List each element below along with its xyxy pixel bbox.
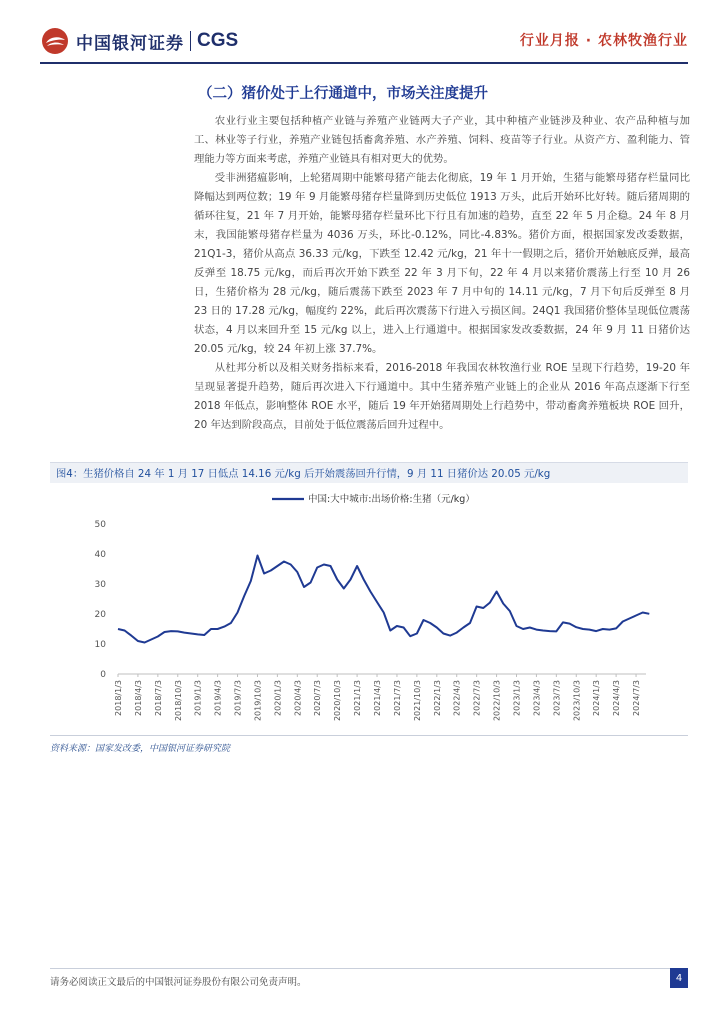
x-tick-label: 2023/4/3 <box>532 680 542 716</box>
x-tick-label: 2020/10/3 <box>333 680 343 722</box>
paragraph-2: 受非洲猪瘟影响，上轮猪周期中能繁母猪产能去化彻底，19 年 1 月开始，生猪与能繁母猪存栏量同比降幅达到两位数；19 年 9 月能繁母猪存栏量降到历史低位 1913 万头，此后开始环比好转。随后猪周期的循环往复，21 年 7 月开始，能繁母猪存栏量环比下行且有加速的趋势，直至 22 年 5 月企稳。24 年 8 月末，我国能繁母猪存栏量为 4036 万头，环比-0.12%，同比-4.83%。猪价方面，根据国家发改委数据，21Q1-3，猪价从高点 36.33 元/kg，下跌至 12.42 元/kg，21 年十一假期之后，猪价开始触底反弹，最高反弹至 18.75 元/kg，而后再次开始下跌至 22 年 3 月下旬，22 年 4 月以来猪价震荡上行至 10 月 26 日，生猪价格为 28 元/kg，随后震荡下跌至 2023 年 7 月中旬的 14.11 元/kg，7 月下旬后反弹至 8 月 23 日的 17.28 元/kg，幅度约 22%，此后再次震荡下行进入亏损区间。24Q1 我国猪价整体呈现低位震荡状态，4 月以来回升至 15 元/kg 以上，进入上行通道中。根据国家发改委数据，24 年 9 月 11 日猪价达 20.05 元/kg，较 24 年初上涨 37.7%。 <box>194 172 690 355</box>
y-tick-label: 10 <box>94 640 106 650</box>
x-tick-label: 2019/1/3 <box>193 680 203 716</box>
x-tick-label: 2024/1/3 <box>592 680 602 716</box>
x-tick-label: 2024/7/3 <box>632 680 642 716</box>
cgs-logo-icon <box>40 26 70 56</box>
y-tick-label: 30 <box>94 580 106 590</box>
x-tick-label: 2022/1/3 <box>432 680 442 716</box>
x-tick-label: 2024/4/3 <box>612 680 622 716</box>
x-tick-label: 2023/1/3 <box>512 680 522 716</box>
y-tick-label: 20 <box>94 610 106 620</box>
paragraph-1: 农业行业主要包括种植产业链与养殖产业链两大子产业，其中种植产业链涉及种业、农产品种植与加工、林业等子行业，养殖产业链包括畜禽养殖、水产养殖、饲料、疫苗等子行业。从资产方、盈利能力、管理能力等方面来考虑，养殖产业链具有相对更大的优势。 <box>194 115 690 165</box>
y-tick-label: 40 <box>94 550 106 560</box>
x-tick-label: 2023/10/3 <box>572 680 582 722</box>
x-tick-label: 2021/4/3 <box>373 680 383 716</box>
x-tick-label: 2020/7/3 <box>313 680 323 716</box>
x-tick-label: 2018/7/3 <box>153 680 163 716</box>
page-number: 4 <box>670 968 688 988</box>
x-tick-label: 2021/10/3 <box>412 680 422 722</box>
body-text <box>194 112 690 435</box>
logo-en-text: CGS <box>197 30 239 51</box>
series-line-pig-price <box>118 556 649 643</box>
x-tick-label: 2019/4/3 <box>213 680 223 716</box>
x-tick-label: 2018/4/3 <box>133 680 143 716</box>
x-tick-label: 2022/10/3 <box>492 680 502 722</box>
x-tick-label: 2020/1/3 <box>273 680 283 716</box>
x-tick-label: 2019/7/3 <box>233 680 243 716</box>
company-logo <box>40 24 238 58</box>
x-tick-label: 2018/10/3 <box>173 680 183 722</box>
x-tick-label: 2023/7/3 <box>552 680 562 716</box>
x-tick-label: 2021/7/3 <box>392 680 402 716</box>
footer-disclaimer: 请务必阅读正文最后的中国银河证券股份有限公司免责声明。 <box>50 977 307 988</box>
footer-divider <box>50 968 688 969</box>
y-tick-label: 0 <box>100 670 106 680</box>
source-divider <box>50 735 688 736</box>
figure-caption: 图4：生猪价格自 24 年 1 月 17 日低点 14.16 元/kg 后开始震荡回升行情，9 月 11 日猪价达 20.05 元/kg <box>56 468 551 480</box>
x-tick-label: 2021/1/3 <box>353 680 363 716</box>
figure-source: 资料来源：国家发改委，中国银河证券研究院 <box>50 744 231 754</box>
logo-cn-text: 中国银河证券 <box>76 33 184 54</box>
y-tick-label: 50 <box>94 520 106 530</box>
paragraph-3: 从杜邦分析以及相关财务指标来看，2016-2018 年我国农林牧渔行业 ROE 呈现下行趋势，19-20 年呈现显著提升趋势，随后再次进入下行通道中。其中生猪养殖产业链上的企业从 2016 年高点逐渐下行至 2018 年低点，影响整体 ROE 水平，随后 19 年开始猪周期处上行趋势中，带动畜禽养殖板块 ROE 回升，20 年达到阶段高点，目前处于低位震荡后回升过程中。 <box>194 362 690 431</box>
x-tick-label: 2018/1/3 <box>114 680 123 716</box>
report-type: 行业月报 · 农林牧渔行业 <box>519 33 688 49</box>
header-divider <box>40 62 688 64</box>
x-tick-label: 2022/4/3 <box>452 680 462 716</box>
pig-price-line-chart <box>50 482 688 734</box>
legend-label: 中国:大中城市:出场价格:生猪（元/kg） <box>308 494 475 505</box>
x-tick-label: 2020/4/3 <box>293 680 303 716</box>
section-title: （二）猪价处于上行通道中，市场关注度提升 <box>198 86 488 102</box>
x-tick-label: 2022/7/3 <box>472 680 482 716</box>
x-tick-label: 2019/10/3 <box>253 680 263 722</box>
logo-divider <box>190 31 191 51</box>
